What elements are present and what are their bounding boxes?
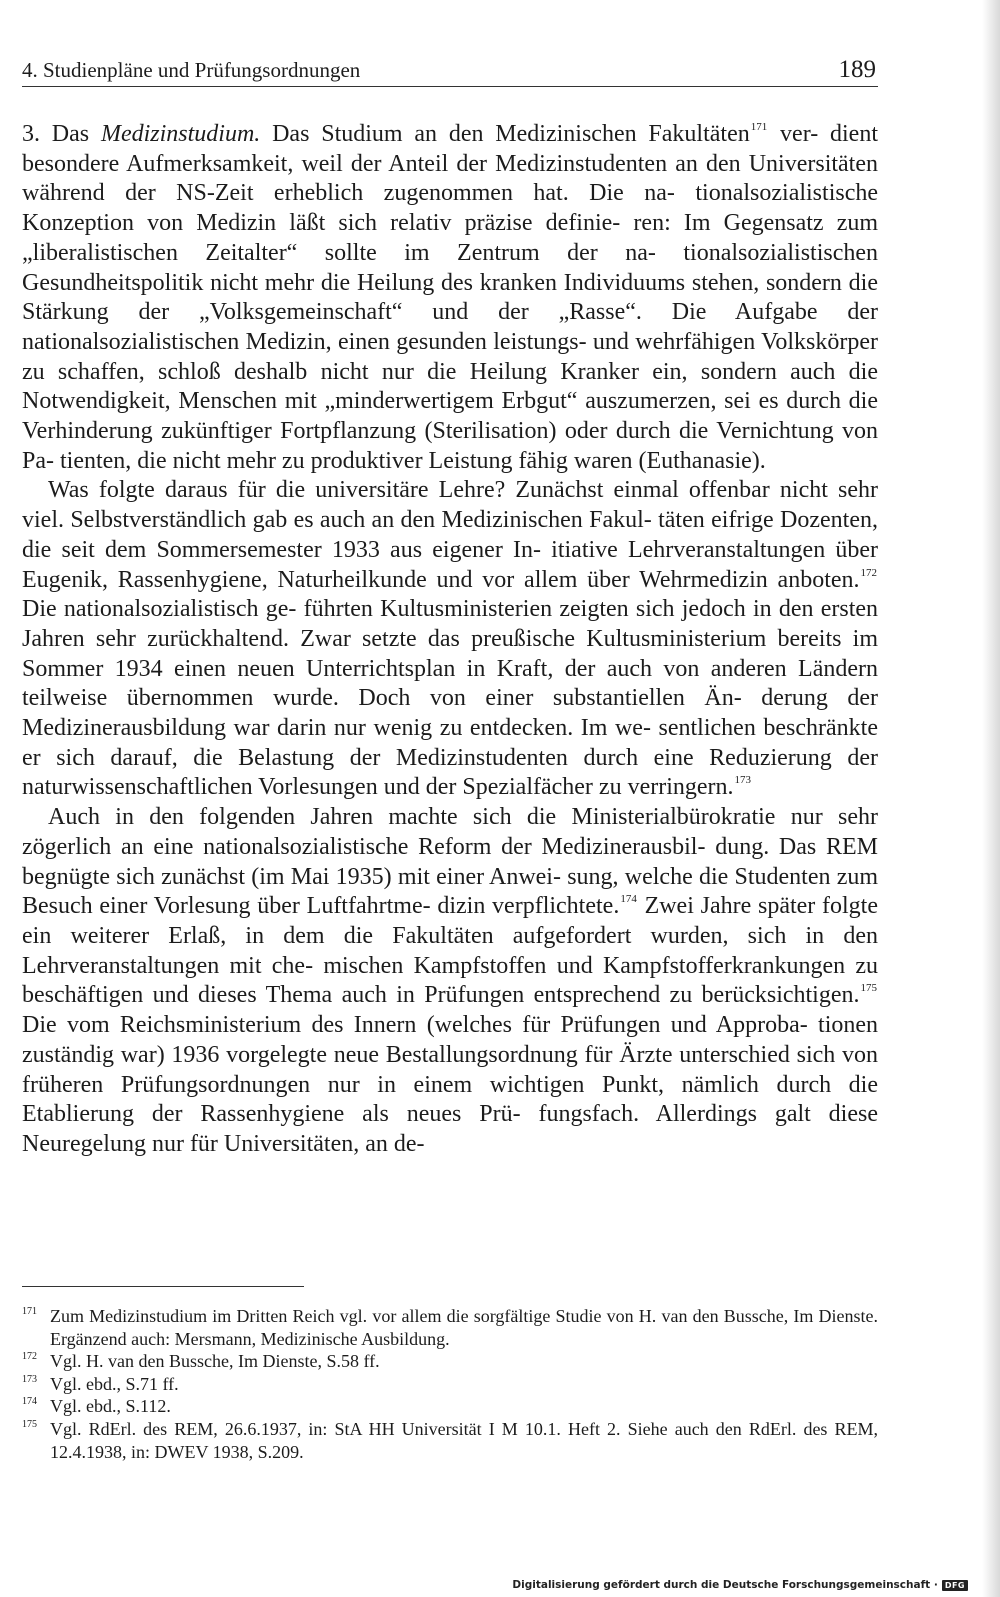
footnote-text: Vgl. H. van den Bussche, Im Dienste, S.58 ff. — [50, 1351, 380, 1372]
text-line: mischen Kampfstoffen und Kampfstofferkrankungen zu beschäftigen und — [22, 952, 879, 1009]
footnote-number: 175 — [22, 1418, 37, 1430]
text-line: itiative Lehrveranstaltungen über Eugenik, Rassenhygiene, Naturheilkunde — [22, 536, 879, 593]
footnote-number: 174 — [22, 1396, 37, 1408]
text-span: Zwei Jahre später folgte ein weiterer Erlaß, in dem die — [22, 893, 878, 949]
text-line: Auch in den folgenden Jahren machte sich die Ministerialbürokratie nur — [48, 804, 823, 831]
text-line: unterschied sich von früheren Prüfungsordnungen nur in einem wichtigen — [22, 1041, 879, 1098]
footnote-text — [50, 1305, 878, 1350]
chapter-title: 4. Studienpläne und Prüfungsordnungen — [22, 58, 361, 82]
digitization-credit — [512, 1579, 968, 1591]
paragraph-2 — [22, 476, 878, 803]
text-line: die Heilung Kranker ein, sondern auch die Notwendigkeit, Menschen mit — [22, 358, 879, 415]
text-span: und vor allem über Wehrmedizin anboten. — [436, 566, 860, 593]
footnote-line: RdErl. des REM, 12.4.1938, in: DWEV 1938, S.209. — [50, 1418, 879, 1462]
footnote-text: Vgl. ebd., S.71 ff. — [50, 1373, 179, 1394]
footnote-number: 173 — [22, 1373, 37, 1385]
dfg-logo-icon: DFG — [942, 1580, 968, 1591]
text-line: tionalsozialistische Konzeption von Medizin läßt sich relativ präzise definie- — [22, 180, 878, 237]
text-line: tienten, die nicht mehr zu produktiver Leistung fähig waren (Euthanasie). — [60, 447, 766, 474]
running-head — [22, 56, 876, 84]
footnote-ref[interactable]: 172 — [860, 566, 878, 579]
text-span: Die nationalsozialistisch ge- — [22, 596, 297, 623]
text-line: ren: Im Gegensatz zum „liberalistischen Zeitalter“ sollte im Zentrum der na- — [22, 210, 879, 266]
text-line: sentlichen beschränkte er sich darauf, die Belastung der Medizinstudenten — [22, 715, 878, 771]
text-line: derung der Medizinerausbildung war darin nur wenig zu entdecken. Im we- — [22, 685, 878, 742]
paragraph-1 — [22, 120, 878, 476]
footnote-number: 171 — [22, 1306, 37, 1317]
text-line: täten eifrige Dozenten, die seit dem Sommersemester 1933 aus eigener In- — [22, 507, 878, 563]
footnote-line: Bussche, Im Dienste. Ergänzend auch: Mersmann, Medizinische Ausbildung. — [50, 1306, 878, 1349]
footnote-line: Vgl. RdErl. des REM, 26.6.1937, in: StA HH Universität I M 10.1. Heft 2. Siehe auch den — [50, 1418, 742, 1439]
text-span: 3. Das — [22, 121, 101, 147]
footnotes — [22, 1305, 878, 1463]
footnote-172 — [22, 1350, 878, 1373]
footnote-173 — [22, 1373, 878, 1396]
footnote-line: Zum Medizinstudium im Dritten Reich vgl. vor allem die sorgfältige Studie von H. van den — [50, 1306, 719, 1326]
text-line: sung, welche die Studenten zum Besuch einer Vorlesung über Luftfahrtme- — [22, 863, 879, 920]
text-line: zurückhaltend. Zwar setzte das preußische Kultusministerium bereits im — [147, 625, 879, 652]
text-line: nicht sehr viel. Selbstverständlich gab es auch an den Medizinischen Fakul- — [22, 477, 879, 534]
text-line: den Universitäten während der NS-Zeit erheblich zugenommen hat. Die na- — [22, 150, 878, 207]
text-line: führten Kultusministerien zeigten sich jedoch in den ersten Jahren sehr — [22, 596, 879, 652]
page-edge-shadow — [982, 0, 1000, 1597]
section-heading-italic: Medizinstudium. — [100, 121, 261, 147]
text-span: ver- — [768, 121, 819, 147]
text-line: tionalsozialistischen Gesundheitspolitik nicht mehr die Heilung des kranken — [22, 239, 879, 296]
text-line: vom Reichsministerium des Innern (welches für Prüfungen und Approba- — [66, 1012, 808, 1039]
body-text — [22, 120, 878, 1160]
text-line: leistungs- und wehrfähigen Volkskörper zu schaffen, schloß deshalb nicht nur — [22, 328, 878, 385]
footnote-174 — [22, 1395, 878, 1418]
footnote-171 — [22, 1305, 878, 1350]
footnote-text: Vgl. ebd., S.112. — [50, 1396, 171, 1417]
text-line: Ländern teilweise übernommen wurde. Doch von einer substantiellen Än- — [22, 655, 879, 712]
footnote-ref[interactable]: 173 — [734, 774, 752, 787]
text-span: dieses Thema auch in Prüfungen entsprechend zu berücksichtigen. — [198, 982, 860, 1009]
text-line: dient besondere Aufmerksamkeit, weil der Anteil der Medizinstudenten an — [22, 121, 879, 177]
text-line: tionen zuständig war) 1936 vorgelegte neue Bestallungsordnung für Ärzte — [22, 1012, 879, 1068]
footnote-number: 172 — [22, 1351, 37, 1363]
footnote-ref[interactable]: 174 — [620, 893, 637, 906]
text-span: dizin verpflichtete. — [437, 893, 620, 920]
header-rule — [22, 86, 878, 87]
text-span: Die — [22, 1012, 57, 1039]
text-line: „Rasse“. Die Aufgabe der nationalsozialistischen Medizin, einen gesunden — [22, 299, 878, 355]
text-line: fungsfach. Allerdings galt diese Neuregelung nur für Universitäten, an de- — [22, 1101, 878, 1157]
footnote-ref[interactable]: 175 — [860, 982, 878, 995]
text-span: Das Studium an den Medizinischen Fakultäten — [260, 121, 750, 147]
footnote-ref[interactable]: 171 — [750, 121, 768, 133]
credit-text: Digitalisierung gefördert durch die Deutsche Forschungsgemeinschaft · — [512, 1579, 938, 1591]
text-line: sehr zögerlich an eine nationalsozialistische Reform der Medizinerausbil- — [22, 804, 878, 860]
text-line: Sommer 1934 einen neuen Unterrichtsplan in Kraft, der auch von anderen — [22, 655, 787, 682]
footnote-175 — [22, 1418, 878, 1463]
text-line: Was folgte daraus für die universitäre Lehre? Zunächst einmal offenbar — [48, 477, 770, 504]
paragraph-3 — [22, 803, 878, 1159]
text-line: zukünftiger Fortpflanzung (Sterilisation) oder durch die Vernichtung von Pa- — [22, 418, 879, 474]
footnote-text — [50, 1418, 878, 1463]
text-line: Punkt, nämlich durch die Etablierung der Rassenhygiene als neues Prü- — [22, 1071, 878, 1128]
text-line: Individuums stehen, sondern die Stärkung der „Volksgemeinschaft“ und der — [22, 269, 878, 326]
text-line: dung. Das REM begnügte sich zunächst (im Mai 1935) mit einer Anwei- — [22, 833, 878, 890]
text-line: Fakultäten aufgefordert wurden, sich in den Lehrveranstaltungen mit che- — [22, 922, 879, 979]
text-span: Spezialfächer zu verringern. — [462, 774, 734, 801]
page-number: 189 — [838, 56, 876, 83]
text-line: durch eine Reduzierung der naturwissenschaftlichen Vorlesungen und der — [22, 744, 879, 801]
text-line: „minderwertigem Erbgut“ auszumerzen, sei es durch die Verhinderung — [22, 388, 878, 445]
footnote-rule — [22, 1286, 304, 1287]
